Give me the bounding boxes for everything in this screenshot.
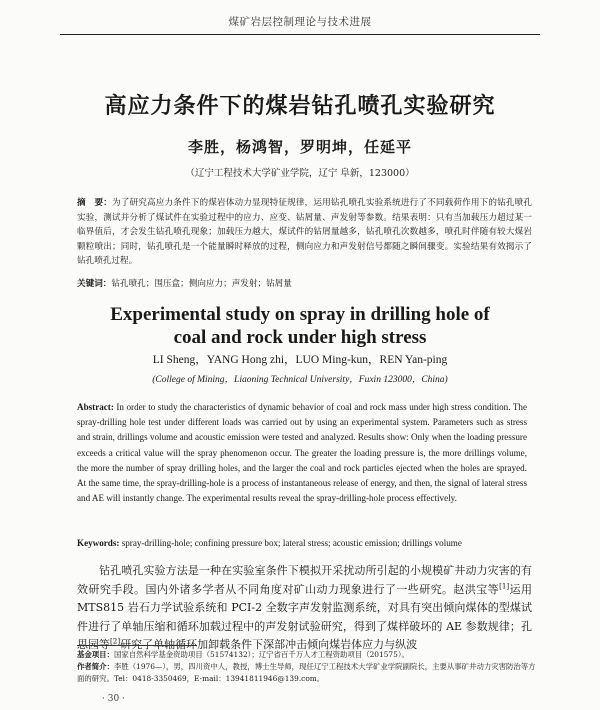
affiliation-english: (College of Mining，Liaoning Technical University，Fuxin 123000，China) [152, 375, 448, 385]
body-text-part-2: 运用 MTS815 岩石力学试验系统和 PCI-2 全数字声发射监测系统，对具有突出倾向煤体的型煤试件进行了单轴压缩和循环加载过程中的声发射试验研究，得到了煤样破坏的 AE 参数规律；孔思园等 [77, 582, 533, 652]
title-english-line-1: Experimental study on spray in drilling hole of [110, 304, 490, 325]
body-paragraph [77, 562, 532, 655]
keywords-english-text: spray-drilling-hole; confining pressure box; lateral stress; acoustic emission; drillings volume [119, 538, 462, 548]
running-head: 煤矿岩层控制理论与技术进展 [228, 16, 372, 28]
abstract-english-text: In order to study the characteristics of dynamic behavior of coal and rock mass under high stress condition. The spray-drilling hole test under different loads was carried out by using an experimental system. Parameters such as stress and strain, drillings volume and acoustic emission were tested and analyzed. Results show: Only when the loading pressure exceeds a critical value will the spray phenomenon occur. The greater the loading pressure is, the more drillings volume, the more the number of spray drilling holes, and the larger the coal and rock particles ejected when the holes are sprayed. At the same time, the spray-drilling-hole is a process of instantaneous release of energy, and then, the signal of lateral stress and AE will instantly change. The experimental results reveal the spray-drilling-hole process effectively. [77, 402, 528, 504]
footnote-fund-label: 基金项目： [77, 650, 114, 659]
affiliation-chinese: （辽宁工程技术大学矿业学院，辽宁 阜新，123000） [185, 168, 415, 179]
citation-1: [1] [499, 580, 510, 590]
abstract-english [77, 400, 527, 506]
abstract-chinese-label: 摘 要： [77, 198, 113, 208]
citation-2: [2] [110, 636, 121, 646]
footnotes [77, 649, 537, 685]
authors-english: LI Sheng，YANG Hong zhi，LUO Ming-kun，REN Yan-ping [152, 354, 448, 366]
title-english [0, 303, 600, 349]
keywords-chinese-label: 关键词： [77, 279, 112, 289]
abstract-chinese-text: 为了研究高应力条件下的煤岩体动力显现特征规律，运用钻孔喷孔实验系统进行了不同载荷作用下的钻孔喷孔实验，测试并分析了煤试件在实验过程中的应力、应变、钻屑量、声发射等参数。结果表明：只有当加载压力超过某一临界值后，才会发生钻孔喷孔现象；加载压力越大，煤试件的钻屑量越多，钻孔喷孔次数越多，喷孔时伴随有较大煤岩颗粒喷出；同时，钻孔喷孔是一个能量瞬时释放的过程，侧向应力和声发射信号都随之瞬间骤变。实验结果有效揭示了钻孔喷孔过程。 [77, 198, 532, 267]
abstract-english-label: Abstract: [77, 402, 114, 412]
keywords-english-label: Keywords: [77, 538, 120, 548]
authors-chinese: 李胜，杨鸿智，罗明坤，任延平 [187, 138, 412, 156]
abstract-chinese [77, 196, 532, 269]
footnote-author [77, 661, 537, 685]
footnote-fund [77, 649, 537, 661]
header-rule [60, 34, 540, 35]
body-text-part-1: 钻孔喷孔实验方法是一种在实验室条件下模拟开采扰动所引起的小规模矿井动力灾害的有效研究手段。国内外诸多学者从不同角度对矿山动力现象进行了一些研究。赵洪宝等 [77, 564, 532, 596]
footnote-fund-text: 国家自然科学基金资助项目（51574132）；辽宁省百千万人才工程资助项目（201575）。 [113, 650, 409, 659]
keywords-english [77, 536, 532, 550]
keywords-chinese-text: 钻孔喷孔；围压盒；侧向应力；声发射；钻屑量 [111, 279, 292, 289]
title-chinese: 高应力条件下的煤岩钻孔喷孔实验研究 [104, 93, 496, 119]
keywords-chinese [77, 277, 532, 291]
footnote-author-label: 作者简介： [77, 662, 114, 671]
footnote-author-text: 李胜（1976—），男，四川资中人，教授，博士生导师，现任辽宁工程技术大学矿业学院副院长，主要从事矿井动力灾害防治等方面的研究。Tel：0418-3350469，E-mail：13941811946@139.com。 [77, 662, 536, 683]
page-number: · 30 · [102, 694, 125, 704]
footnote-rule [77, 645, 197, 646]
title-english-line-2: coal and rock under high stress [173, 327, 427, 348]
body-text-part-3: 研究了单轴循环加卸载条件下深部冲击倾向煤岩体应力与纵波 [120, 638, 418, 652]
